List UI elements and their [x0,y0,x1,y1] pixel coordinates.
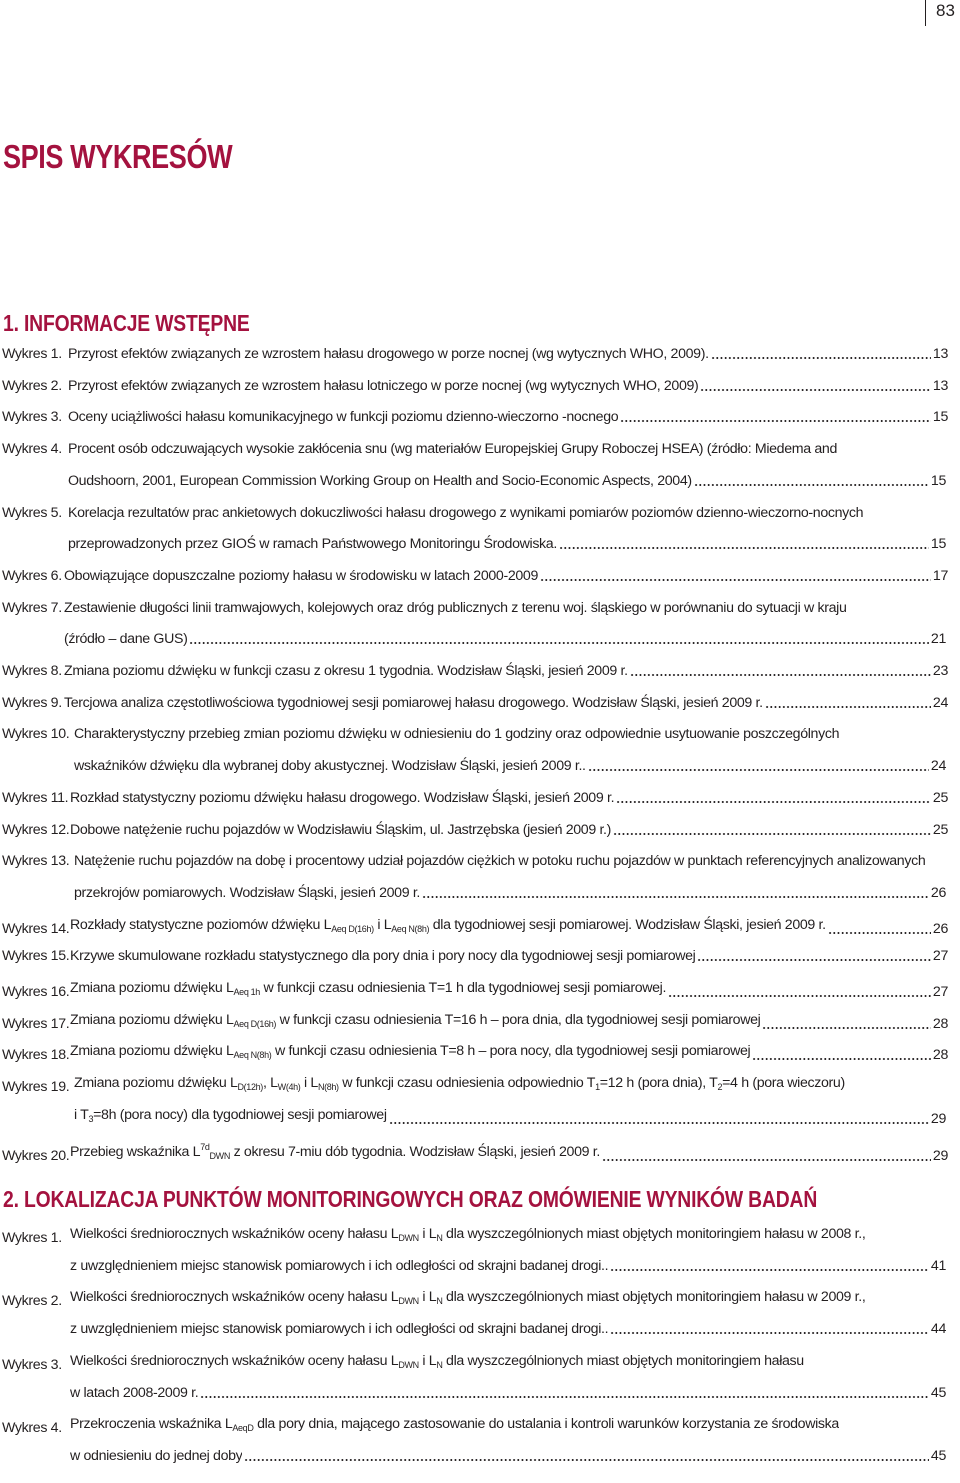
toc-entry-continuation[interactable] [0,884,946,902]
toc-entry[interactable] [2,979,948,1001]
toc-entry-text: (źródło – dane GUS) [64,631,188,648]
toc-entry-page: 15 [930,536,946,553]
toc-entry-page: 45 [930,1384,946,1401]
dot-leader [610,1332,929,1334]
page-number: 83 [936,1,955,20]
toc-entry[interactable] [2,821,948,839]
toc-entry-page: 26 [930,884,946,901]
subscript: N [436,1359,443,1370]
toc-entry-label: Wykres 13. [2,853,70,870]
subscript: 1 [595,1082,600,1093]
toc-entry-label: Wykres 6. [2,567,62,584]
dot-leader [588,769,929,771]
subscript: DWN [398,1359,419,1370]
subscript: N(8h) [317,1082,339,1093]
toc-entry-page: 15 [930,472,946,489]
subscript: DWN [398,1233,419,1243]
toc-entry[interactable] [2,1011,948,1033]
toc-entry-label: Wykres 10. [2,726,70,743]
toc-entry [2,1074,948,1096]
dot-leader [630,674,931,676]
toc-entry[interactable] [2,789,948,807]
toc-entry-text: Tercjowa analiza częstotliwościowa tygodniowej sesji pomiarowej hałasu drogowego. Wodzisław Śląski, jesień 2009 r. [64,694,763,711]
toc-entry-label: Wykres 3. [2,1356,62,1373]
toc-entry-label: Wykres 3. [2,409,62,426]
toc-entry[interactable] [2,694,948,712]
toc-entry[interactable] [2,916,948,938]
dot-leader [765,706,931,708]
subscript: N [436,1296,443,1307]
toc-entry-continuation[interactable] [0,1257,946,1275]
subscript: Aeq D(16h) [233,1018,277,1029]
toc-entry-page: 24 [930,758,946,775]
dot-leader [559,547,929,549]
toc-entry-page: 21 [930,631,946,648]
toc-entry-text: Zmiana poziomu dźwięku $L_{Aeq 1h}$ w funkcji czasu odniesienia T=1 h dla tygodniowej sesji pomiarowej. [70,980,667,997]
subscript: DWN [398,1296,419,1307]
toc-entry-page: 25 [932,789,948,806]
dot-leader [616,801,931,803]
dot-leader [694,484,929,486]
toc-entry [2,725,948,743]
toc-entry[interactable] [2,377,948,395]
toc-entry-text: Przyrost efektów związanych ze wzrostem hałasu drogowego w porze nocnej (wg wytycznych WHO, 2009). [68,346,709,362]
toc-entry-label: Wykres 19. [2,1079,70,1096]
subscript: 2 [717,1082,723,1093]
toc-entry-page: 41 [930,1257,946,1274]
toc-entry-label: Wykres 5. [2,504,62,521]
dot-leader [762,1027,930,1029]
subscript: Aeq 1h [233,987,260,997]
toc-entry-continuation[interactable] [0,535,946,553]
toc-entry-page: 27 [932,948,948,965]
subscript: Aeq D(16h) [331,923,374,934]
toc-entry-page: 28 [932,1047,948,1064]
toc-entry-page: 29 [930,1110,946,1127]
toc-entry-text: Przebieg wskaźnika $L^{7d}_{DWN}$ z okresu 7-miu dób tygodnia. Wodzisław Śląski, jesień 2009 r. [70,1141,600,1161]
toc-entry-continuation[interactable] [0,1384,946,1402]
toc-entry-page: 24 [932,694,948,711]
subscript: D(12h) [237,1082,263,1093]
toc-entry-label: Wykres 4. [2,1420,62,1437]
toc-entry-text: Natężenie ruchu pojazdów na dobę i procentowy udział pojazdów ciężkich w potoku ruchu pojazdów w punktach referencyjnych analizowanych [74,853,926,870]
toc-entry-continuation[interactable] [0,757,946,775]
toc-entry-text: w odniesieniu do jednej doby [70,1447,243,1464]
toc-entry-text: Rozkłady statystyczne poziomów dźwięku $L_{Aeq D(16h)}$ i $L_{Aeq N(8h)}$ dla tygodniowej sesji pomiarowej. Wodzisław Śląski, jesień 2009 r. [70,916,826,934]
toc-entry-text: Zmiana poziomu dźwięku $L_{D(12h)}$, $L_{W(4h)}$ i $L_{N(8h)}$ w funkcji czasu odniesienia odpowiednio $T_1=12$ h (pora dnia), $T_2=4$ h (pora wieczoru) [74,1075,845,1093]
toc-entry [2,1415,948,1437]
toc-entry-label: Wykres 16. [2,984,70,1000]
dot-leader [602,1159,931,1161]
dot-leader [422,896,929,898]
page-title: SPIS WYKRESÓW [3,138,233,175]
toc-entry-text: Przekroczenia wskaźnika $L_{AeqD}$ dla pory dnia, mającego zastosowanie do ustalania i kontroli warunków korzystania ze środowiska [70,1416,839,1434]
toc-entry[interactable] [2,662,948,680]
toc-entry-continuation[interactable] [0,1106,946,1128]
toc-entry-text: Oudshoorn, 2001, European Commission Working Group on Health and Socio-Economic Aspects, 2004) [68,472,692,489]
toc-entry-text: Dobowe natężenie ruchu pojazdów w Wodzisławiu Śląskim, ul. Jastrzębska (jesień 2009 r.) [70,821,612,838]
subscript: 3 [88,1113,94,1124]
subscript: AeqD [232,1423,254,1434]
toc-entry-label: Wykres 1. [2,346,62,362]
toc-entry-label: Wykres 4. [2,441,62,458]
toc-entry-text: Krzywe skumulowane rozkładu statystycznego dla pory dnia i pory nocy dla tygodniowej sesji pomiarowej [70,948,696,965]
toc-entry [2,1225,948,1247]
toc-entry[interactable] [2,947,948,965]
dot-leader [189,642,928,644]
toc-entry[interactable] [2,1138,948,1165]
toc-entry-text: Zmiana poziomu dźwięku $L_{Aeq D(16h)}$ w funkcji czasu odniesienia T=16 h – pora dnia, dla tygodniowej sesji pomiarowej [70,1011,761,1029]
toc-entry[interactable] [2,567,948,585]
toc-entry[interactable] [2,408,948,426]
dot-leader [752,1058,931,1060]
subscript: DWN [209,1150,230,1161]
page-number-rule [925,0,926,26]
toc-entry-label: Wykres 15. [2,948,70,965]
toc-entry-label: Wykres 1. [2,1230,62,1246]
section-heading: 1. INFORMACJE WSTĘPNE [3,310,250,336]
dot-leader [668,995,931,997]
toc-entry-page: 26 [932,920,948,937]
toc-entry-text: Rozkład statystyczny poziomu dźwięku hałasu drogowego. Wodzisław Śląski, jesień 2009 r. [70,789,615,806]
toc-entry-label: Wykres 12. [2,821,70,838]
toc-entry-text: wskaźników dźwięku dla wybranej doby akustycznej. Wodzisław Śląski, jesień 2009 r.. [74,758,586,775]
toc-entry-label: Wykres 8. [2,663,62,679]
toc-entry-page: 15 [932,409,948,426]
toc-entry-label: Wykres 7. [2,599,62,616]
dot-leader [613,833,931,835]
toc-entry-page: 28 [932,1015,948,1032]
dot-leader [697,959,930,961]
toc-entry-continuation[interactable] [0,630,946,648]
toc-entry-page: 13 [932,346,948,362]
toc-entry [2,1352,948,1374]
toc-entry-text: Charakterystyczny przebieg zmian poziomu dźwięku w odniesieniu do 1 godziny oraz odpowiednie usytuowanie poszczególnych [74,726,840,743]
toc-entry-page: 27 [932,984,948,1000]
toc-entry [2,852,948,870]
dot-leader [610,1269,929,1271]
toc-entry [2,1288,948,1310]
toc-entry-text: z uwzględnieniem miejsc stanowisk pomiarowych i ich odległości od skrajni badanej drogi.. [70,1321,609,1338]
subscript: W(4h) [277,1082,301,1093]
toc-entry[interactable] [2,1042,948,1064]
toc-entry-text: Oceny uciążliwości hałasu komunikacyjnego w funkcji poziomu dzienno-wieczorno -nocnego [68,409,619,426]
toc-entry [2,440,948,458]
dot-leader [828,932,931,934]
toc-entry-page: 17 [932,567,948,584]
toc-entry-text: Zestawienie długości linii tramwajowych, kolejowych oraz dróg publicznych z terenu woj. śląskiego w porównaniu do sytuacji w kraju [64,599,847,616]
dot-leader [620,420,931,422]
toc-entry-label: Wykres 2. [2,377,62,394]
superscript: 7d [200,1141,210,1152]
toc-entry-text: przeprowadzonych przez GIOŚ w ramach Państwowego Monitoringu Środowiska. [68,536,557,553]
toc-entry-text: Wielkości średniorocznych wskaźników oceny hałasu $L_{DWN}$ i $L_N$ dla wyszczególnionych miast objętych monitoringiem hałasu [70,1352,804,1370]
toc-entry-page: 23 [932,663,948,679]
toc-entry-text: przekrojów pomiarowych. Wodzisław Śląski, jesień 2009 r. [74,884,421,901]
toc-entry-text: Zmiana poziomu dźwięku w funkcji czasu z okresu 1 tygodnia. Wodzisław Śląski, jesień 2009 r. [64,663,628,679]
toc-entry-text: z uwzględnieniem miejsc stanowisk pomiarowych i ich odległości od skrajni badanej drogi.. [70,1257,609,1274]
toc-entry-text: w latach 2008-2009 r. [70,1384,199,1401]
toc-entry-text: Przyrost efektów związanych ze wzrostem hałasu lotniczego w porze nocnej (wg wytycznych WHO, 2009) [68,377,699,394]
toc-entry-label: Wykres 11. [2,789,69,806]
toc-entry-label: Wykres 2. [2,1293,62,1310]
dot-leader [389,1122,929,1124]
subscript: Aeq N(8h) [391,923,430,934]
dot-leader [711,357,931,359]
toc-entry-text: i $T_3=8h$ (pora nocy) dla tygodniowej sesji pomiarowej [74,1106,387,1124]
toc-entry-page: 29 [932,1147,948,1164]
toc-entry-label: Wykres 17. [2,1015,70,1032]
toc-entry-label: Wykres 14. [2,920,70,937]
dot-leader [700,389,930,391]
toc-entry-text: Obowiązujące dopuszczalne poziomy hałasu w środowisku w latach 2000-2009 [64,567,539,584]
toc-entry-continuation[interactable] [0,1447,946,1465]
toc-entry-page: 45 [930,1447,946,1464]
toc-entry-label: Wykres 9. [2,694,62,711]
toc-entry [2,599,948,617]
toc-entry-label: Wykres 18. [2,1047,70,1064]
toc-entry [2,504,948,522]
toc-entry-page: 25 [932,821,948,838]
toc-entry-continuation[interactable] [0,1320,946,1338]
toc-entry-continuation[interactable] [0,472,946,490]
section-heading: 2. LOKALIZACJA PUNKTÓW MONITORINGOWYCH ORAZ OMÓWIENIE WYNIKÓW BADAŃ [3,1186,818,1212]
subscript: N [436,1233,443,1243]
toc-entry-page: 13 [932,377,948,394]
toc-entry-text: Procent osób odczuwających wysokie zakłócenia snu (wg materiałów Europejskiej Grupy Roboczej HSEA) (źródło: Miedema and [68,441,837,458]
toc-entry-text: Zmiana poziomu dźwięku $L_{Aeq N(8h)}$ w funkcji czasu odniesienia T=8 h – pora nocy, dla tygodniowej sesji pomiarowej [70,1043,751,1061]
toc-entry[interactable] [2,345,948,363]
toc-entry-text: Wielkości średniorocznych wskaźników oceny hałasu $L_{DWN}$ i $L_N$ dla wyszczególnionych miast objętych monitoringiem hałasu w 2009 r., [70,1289,866,1307]
dot-leader [540,579,931,581]
toc-entry-text: Korelacja rezultatów prac ankietowych dokuczliwości hałasu drogowego z wynikami pomiarów poziomów dzienno-wieczorno-nocnych [68,504,864,521]
dot-leader [200,1396,929,1398]
dot-leader [244,1459,928,1461]
toc-entry-text: Wielkości średniorocznych wskaźników oceny hałasu $L_{DWN}$ i $L_N$ dla wyszczególnionych miast objętych monitoringiem hałasu w 2008 r., [70,1226,866,1243]
toc-entry-label: Wykres 20. [2,1147,70,1164]
subscript: Aeq N(8h) [233,1050,272,1061]
toc-entry-page: 44 [930,1321,946,1338]
